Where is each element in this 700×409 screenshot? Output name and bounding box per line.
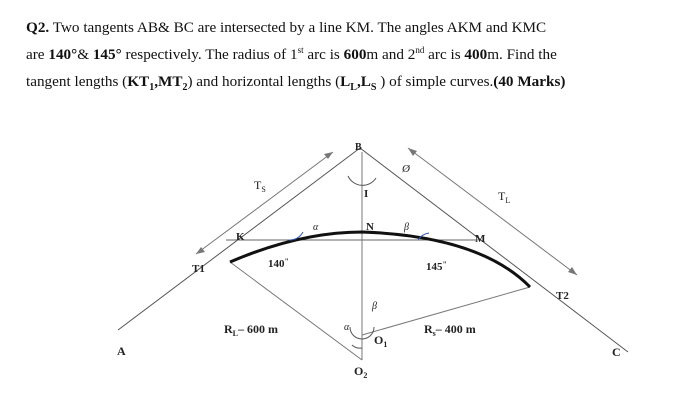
question-text-3a: tangent lengths ( [26, 73, 128, 90]
ls-label: L [360, 73, 371, 90]
question-number: Q2. [26, 19, 50, 36]
radius-2-value: 400 [464, 46, 488, 63]
marks-value: (40 Marks) [493, 73, 566, 90]
label-beta-n: β [404, 222, 409, 233]
kt-sub: 1 [149, 82, 155, 94]
label-ts: $T_S$ [254, 178, 266, 194]
label-alpha-k: α [313, 222, 319, 233]
question-text-2g: m. Find the [487, 46, 557, 63]
question-text-2c: respectively. The radius of 1 [121, 46, 298, 63]
dim-line-ts [196, 152, 333, 254]
kt-label: KT [127, 73, 150, 90]
question-text-1: Two tangents AB& BC are intersected by a line KM. The angles AKM and KMC [49, 19, 547, 36]
label-alpha-o: α [344, 322, 350, 333]
label-b: B [355, 142, 362, 153]
comma-2: , [356, 73, 361, 90]
label-tl: $T_L$ [498, 189, 511, 205]
question-text-2d: arc is [303, 46, 344, 63]
radius-line-l [230, 262, 362, 360]
angle-arc-alpha-o [352, 345, 362, 348]
comma-1: , [154, 73, 158, 90]
angle-akm-value: 140° [48, 46, 78, 63]
dim-arrow-tl-tail [568, 267, 577, 275]
question-text-2a: are [26, 46, 49, 63]
label-n: N [366, 221, 374, 233]
label-a: A [117, 344, 126, 358]
label-c: C [612, 345, 621, 359]
radius-1-value: 600 [343, 46, 367, 63]
question-text-3b: ) and horizontal lengths ( [187, 73, 341, 90]
angle-145-label: 145" [426, 260, 447, 273]
ordinal-1: st [297, 44, 304, 55]
question-text-2f: arc is [424, 46, 465, 63]
question-text-2e: m and 2 [366, 46, 416, 63]
ls-sub: S [370, 82, 377, 94]
tangent-line-bc [360, 148, 628, 352]
angle-kmc-value: 145° [92, 46, 122, 63]
label-o1: $O_1$ [374, 333, 388, 349]
angle-140-label: 140" [268, 257, 289, 270]
label-o2: $O_2$ [354, 364, 368, 380]
radius-s-label: $R_s-$ 400 m [424, 322, 476, 338]
label-phi: Ø [402, 163, 410, 175]
mt-sub: 2 [182, 82, 188, 94]
label-k: K [236, 231, 245, 243]
dim-line-tl [408, 148, 577, 275]
label-t2: T2 [556, 290, 569, 302]
label-i: I [364, 188, 369, 200]
ll-sub: L [350, 82, 357, 94]
dim-arrow-tl-head [408, 148, 417, 156]
ordinal-2: nd [415, 44, 425, 55]
ll-label: L [340, 73, 351, 90]
label-beta-o: β [372, 301, 377, 312]
label-t1: T1 [192, 263, 205, 275]
question-text-3c: ) of simple curves. [376, 73, 494, 90]
label-m: M [475, 233, 486, 245]
question-text-2b: & [77, 46, 93, 63]
mt-label: MT [157, 73, 183, 90]
radius-l-label: $R_L-$ 600 m [224, 322, 279, 338]
